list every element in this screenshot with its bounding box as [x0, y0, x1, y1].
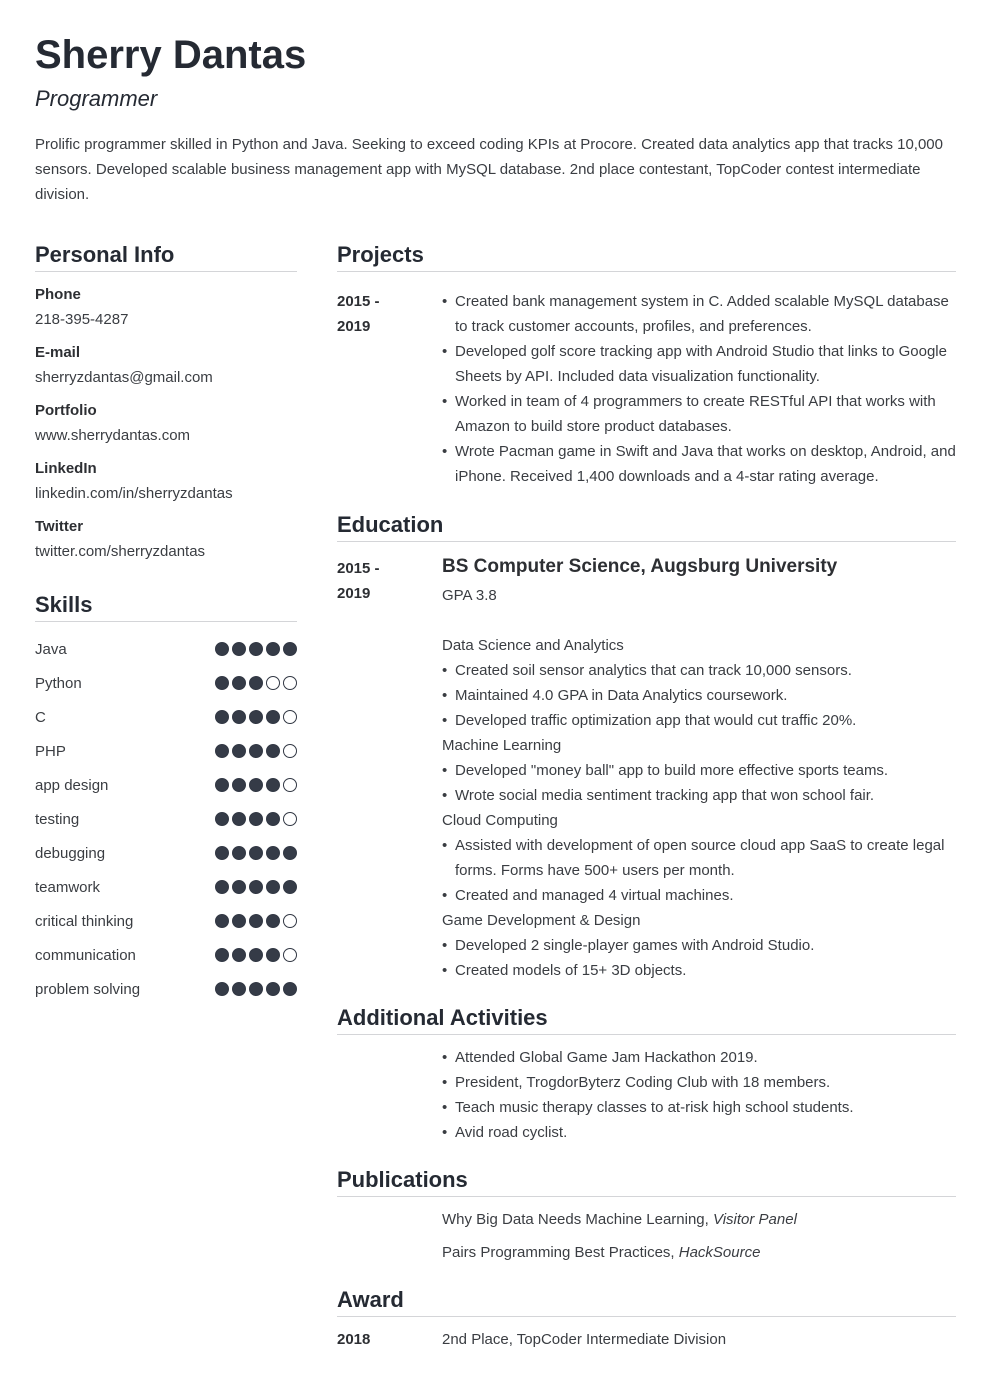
coursework-group-title: Game Development & Design [442, 912, 641, 929]
skill-row [35, 700, 297, 734]
publications-date [337, 1207, 442, 1273]
section-heading-personal-info: Personal Info [35, 241, 297, 272]
list-item: • Developed traffic optimization app that would cut traffic 20%. [442, 708, 956, 733]
filled-circle-icon [232, 642, 246, 656]
award-date: 2018 [337, 1331, 371, 1348]
filled-circle-icon [215, 744, 229, 758]
skill-name: teamwork [35, 878, 101, 896]
list-item: • Developed 2 single-player games with Android Studio. [442, 933, 956, 958]
filled-circle-icon [266, 914, 280, 928]
filled-circle-icon [283, 982, 297, 996]
filled-circle-icon [249, 846, 263, 860]
education-date-start: 2015 - [337, 560, 380, 577]
publication-outlet: Visitor Panel [712, 1211, 797, 1228]
filled-circle-icon [215, 948, 229, 962]
linkedin-block [35, 458, 297, 504]
filled-circle-icon [266, 710, 280, 724]
skill-row [35, 870, 297, 904]
coursework-group-title: Machine Learning [442, 737, 562, 754]
filled-circle-icon [232, 948, 246, 962]
filled-circle-icon [266, 880, 280, 894]
filled-circle-icon [283, 846, 297, 860]
filled-circle-icon [232, 676, 246, 690]
skill-row [35, 632, 297, 666]
filled-circle-icon [215, 982, 229, 996]
list-item: • Created bank management system in C. Added scalable MySQL database to track customer accounts, profiles, and preferences. [442, 289, 956, 339]
list-item: • Attended Global Game Jam Hackathon 2019. [442, 1045, 956, 1070]
right-column [337, 241, 956, 1352]
portfolio-label: Portfolio [35, 402, 97, 419]
activities-entry [337, 1045, 956, 1145]
section-heading-education: Education [337, 511, 956, 542]
coursework-group-title: Data Science and Analytics [442, 637, 624, 654]
skill-rating [215, 744, 297, 758]
coursework-group-bullets [442, 833, 956, 908]
skill-list [35, 632, 297, 1006]
twitter-value: twitter.com/sherryzdantas [35, 543, 206, 560]
filled-circle-icon [232, 812, 246, 826]
filled-circle-icon [232, 710, 246, 724]
linkedin-value: linkedin.com/in/sherryzdantas [35, 485, 233, 502]
filled-circle-icon [249, 914, 263, 928]
filled-circle-icon [232, 846, 246, 860]
skill-rating [215, 642, 297, 656]
filled-circle-icon [249, 710, 263, 724]
skill-rating [215, 982, 297, 996]
skill-name: critical thinking [35, 912, 134, 930]
education-gpa: GPA 3.8 [442, 587, 497, 604]
filled-circle-icon [266, 778, 280, 792]
publication-outlet: HackSource [678, 1244, 761, 1261]
filled-circle-icon [249, 744, 263, 758]
skill-rating [215, 812, 297, 826]
filled-circle-icon [266, 744, 280, 758]
linkedin-label: LinkedIn [35, 460, 97, 477]
section-heading-publications: Publications [337, 1166, 956, 1197]
profile-summary: Prolific programmer skilled in Python and Java. Seeking to exceed coding KPIs at Procore. Created data analytics app that tracks 10,000 sensors. Developed scalable business management app with MySQL database. 2nd place contestant, TopCoder contest intermediate division. [35, 136, 943, 203]
projects-date-end: 2019 [337, 318, 371, 335]
skill-rating [215, 710, 297, 724]
filled-circle-icon [249, 778, 263, 792]
activities-date [337, 1045, 442, 1145]
filled-circle-icon [232, 744, 246, 758]
filled-circle-icon [283, 880, 297, 894]
list-item: • Created models of 15+ 3D objects. [442, 958, 956, 983]
list-item: • President, TrogdorByterz Coding Club with 18 members. [442, 1070, 956, 1095]
empty-circle-icon [283, 744, 297, 758]
skill-rating [215, 846, 297, 860]
skill-rating [215, 778, 297, 792]
skill-row [35, 836, 297, 870]
email-block [35, 342, 297, 388]
skill-row [35, 802, 297, 836]
twitter-label: Twitter [35, 518, 84, 535]
section-heading-skills: Skills [35, 591, 297, 622]
publications-content [442, 1207, 956, 1273]
publication-item [442, 1240, 956, 1265]
filled-circle-icon [232, 982, 246, 996]
education-date-end: 2019 [337, 585, 371, 602]
coursework-group-title: Cloud Computing [442, 812, 558, 829]
list-item: • Wrote Pacman game in Swift and Java that works on desktop, Android, and iPhone. Received 1,400 downloads and a 4-star rating average. [442, 439, 956, 489]
filled-circle-icon [215, 642, 229, 656]
filled-circle-icon [249, 642, 263, 656]
skill-row [35, 734, 297, 768]
list-item: • Teach music therapy classes to at-risk high school students. [442, 1095, 956, 1120]
filled-circle-icon [215, 778, 229, 792]
list-item: • Wrote social media sentiment tracking app that won school fair. [442, 783, 956, 808]
skill-row [35, 972, 297, 1006]
filled-circle-icon [266, 846, 280, 860]
skill-name: PHP [35, 742, 66, 760]
skill-rating [215, 914, 297, 928]
coursework-group-bullets [442, 758, 956, 808]
activities-bullets [442, 1045, 956, 1145]
award-section [337, 1286, 956, 1352]
projects-entry [337, 289, 956, 489]
skill-row [35, 768, 297, 802]
filled-circle-icon [266, 812, 280, 826]
list-item: • Worked in team of 4 programmers to create RESTful API that works with Amazon to build store product databases. [442, 389, 956, 439]
list-item: • Maintained 4.0 GPA in Data Analytics coursework. [442, 683, 956, 708]
skill-name: testing [35, 810, 80, 828]
section-heading-award: Award [337, 1286, 956, 1317]
projects-date [337, 289, 442, 489]
skill-name: problem solving [35, 980, 141, 998]
section-heading-projects: Projects [337, 241, 956, 272]
filled-circle-icon [249, 812, 263, 826]
projects-date-start: 2015 - [337, 293, 380, 310]
empty-circle-icon [283, 948, 297, 962]
skills-section [35, 591, 297, 1006]
education-section [337, 511, 956, 983]
email-label: E-mail [35, 344, 81, 361]
filled-circle-icon [232, 880, 246, 894]
projects-bullets [442, 289, 956, 489]
email-value: sherryzdantas@gmail.com [35, 369, 213, 386]
filled-circle-icon [215, 846, 229, 860]
filled-circle-icon [215, 710, 229, 724]
skill-name: debugging [35, 844, 106, 862]
empty-circle-icon [266, 676, 280, 690]
publications-section [337, 1166, 956, 1273]
education-date [337, 556, 442, 983]
phone-value: 218-395-4287 [35, 311, 129, 328]
award-entry [337, 1327, 956, 1352]
phone-block [35, 284, 297, 330]
twitter-block [35, 516, 297, 562]
filled-circle-icon [232, 914, 246, 928]
filled-circle-icon [215, 914, 229, 928]
skill-row [35, 904, 297, 938]
filled-circle-icon [249, 676, 263, 690]
skill-name: C [35, 708, 46, 726]
section-heading-activities: Additional Activities [337, 1004, 956, 1035]
filled-circle-icon [249, 948, 263, 962]
coursework-group-bullets [442, 933, 956, 983]
publication-item [442, 1207, 956, 1232]
phone-label: Phone [35, 286, 81, 303]
skill-rating [215, 676, 297, 690]
portfolio-value: www.sherrydantas.com [35, 427, 191, 444]
publication-title: Pairs Programming Best Practices, [442, 1244, 679, 1261]
filled-circle-icon [266, 982, 280, 996]
skill-name: Python [35, 674, 82, 692]
filled-circle-icon [283, 642, 297, 656]
portfolio-block [35, 400, 297, 446]
skill-rating [215, 948, 297, 962]
filled-circle-icon [266, 642, 280, 656]
list-item: • Created and managed 4 virtual machines. [442, 883, 956, 908]
personal-info-section [35, 241, 297, 562]
skill-row [35, 666, 297, 700]
skill-name: Java [35, 640, 67, 658]
list-item: • Avid road cyclist. [442, 1120, 956, 1145]
skill-name: communication [35, 946, 136, 964]
projects-section [337, 241, 956, 489]
filled-circle-icon [215, 812, 229, 826]
list-item: • Assisted with development of open source cloud app SaaS to create legal forms. Forms have 500+ users per month. [442, 833, 956, 883]
list-item: • Developed "money ball" app to build more effective sports teams. [442, 758, 956, 783]
filled-circle-icon [215, 676, 229, 690]
empty-circle-icon [283, 914, 297, 928]
filled-circle-icon [232, 778, 246, 792]
list-item: • Created soil sensor analytics that can track 10,000 sensors. [442, 658, 956, 683]
filled-circle-icon [215, 880, 229, 894]
skill-name: app design [35, 776, 109, 794]
empty-circle-icon [283, 710, 297, 724]
empty-circle-icon [283, 676, 297, 690]
activities-section [337, 1004, 956, 1145]
activities-content [442, 1045, 956, 1145]
candidate-name: Sherry Dantas [35, 33, 307, 77]
empty-circle-icon [283, 778, 297, 792]
education-content [442, 556, 956, 983]
skill-rating [215, 880, 297, 894]
spacer [442, 608, 956, 633]
publication-title: Why Big Data Needs Machine Learning, [442, 1211, 713, 1228]
job-title: Programmer [35, 86, 158, 111]
publications-entry [337, 1207, 956, 1273]
projects-content [442, 289, 956, 489]
filled-circle-icon [249, 880, 263, 894]
award-text: 2nd Place, TopCoder Intermediate Division [442, 1331, 727, 1348]
list-item: • Developed golf score tracking app with Android Studio that links to Google Sheets by API. Included data visualization functionality. [442, 339, 956, 389]
skill-row [35, 938, 297, 972]
filled-circle-icon [266, 948, 280, 962]
left-column [35, 241, 297, 1006]
education-degree: BS Computer Science, Augsburg University [442, 556, 838, 577]
education-entry [337, 556, 956, 983]
coursework-group-bullets [442, 658, 956, 733]
filled-circle-icon [249, 982, 263, 996]
empty-circle-icon [283, 812, 297, 826]
